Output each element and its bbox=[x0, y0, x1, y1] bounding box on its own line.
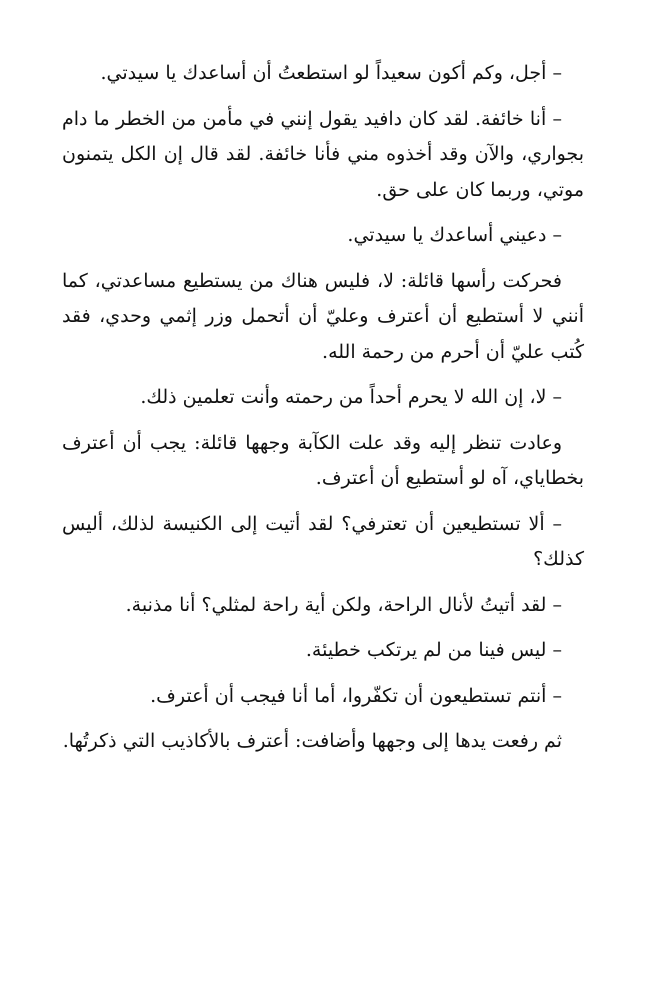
paragraph-6: وعادت تنظر إليه وقد علت الكآبة وجهها قائلة: يجب أن أعترف بخطاياي، آه لو أستطيع أن أعترف. bbox=[62, 431, 584, 489]
paragraph-2: – أنا خائفة. لقد كان دافيد يقول إنني في مأمن من الخطر ما دام بجواري، والآن وقد أخذوه مني فأنا خائفة. لقد قال إن الكل يتمنون موتي، وربما كان على حق. bbox=[62, 107, 584, 201]
paragraph-8: – لقد أتيتُ لأنال الراحة، ولكن أية راحة لمثلي؟ أنا مذنبة. bbox=[125, 593, 562, 616]
paragraph-7: – ألا تستطيعين أن تعترفي؟ لقد أتيت إلى الكنيسة لذلك، أليس كذلك؟ bbox=[62, 512, 584, 570]
book-page bbox=[62, 56, 584, 770]
paragraph-11: ثم رفعت يدها إلى وجهها وأضافت: أعترف بالأكاذيب التي ذكرتُها. bbox=[62, 730, 562, 752]
paragraph-10: – أنتم تستطيعون أن تكفّروا، أما أنا فيجب أن أعترف. bbox=[150, 684, 562, 707]
paragraph-4: فحركت رأسها قائلة: لا، فليس هناك من يستطيع مساعدتي، كما أنني لا أستطيع أن أعترف وعليّ أن أتحمل وزر إثمي وحدي، فقد كُتب عليّ أن أحرم من رحمة الله. bbox=[62, 269, 584, 363]
paragraph-9: – ليس فينا من لم يرتكب خطيئة. bbox=[305, 639, 562, 661]
paragraph-1: – أجل، وكم أكون سعيداً لو استطعتُ أن أساعدك يا سيدتي. bbox=[100, 62, 562, 84]
paragraph-3: – دعيني أساعدك يا سيدتي. bbox=[347, 224, 562, 246]
paragraph-5: – لا، إن الله لا يحرم أحداً من رحمته وأنت تعلمين ذلك. bbox=[140, 386, 562, 408]
